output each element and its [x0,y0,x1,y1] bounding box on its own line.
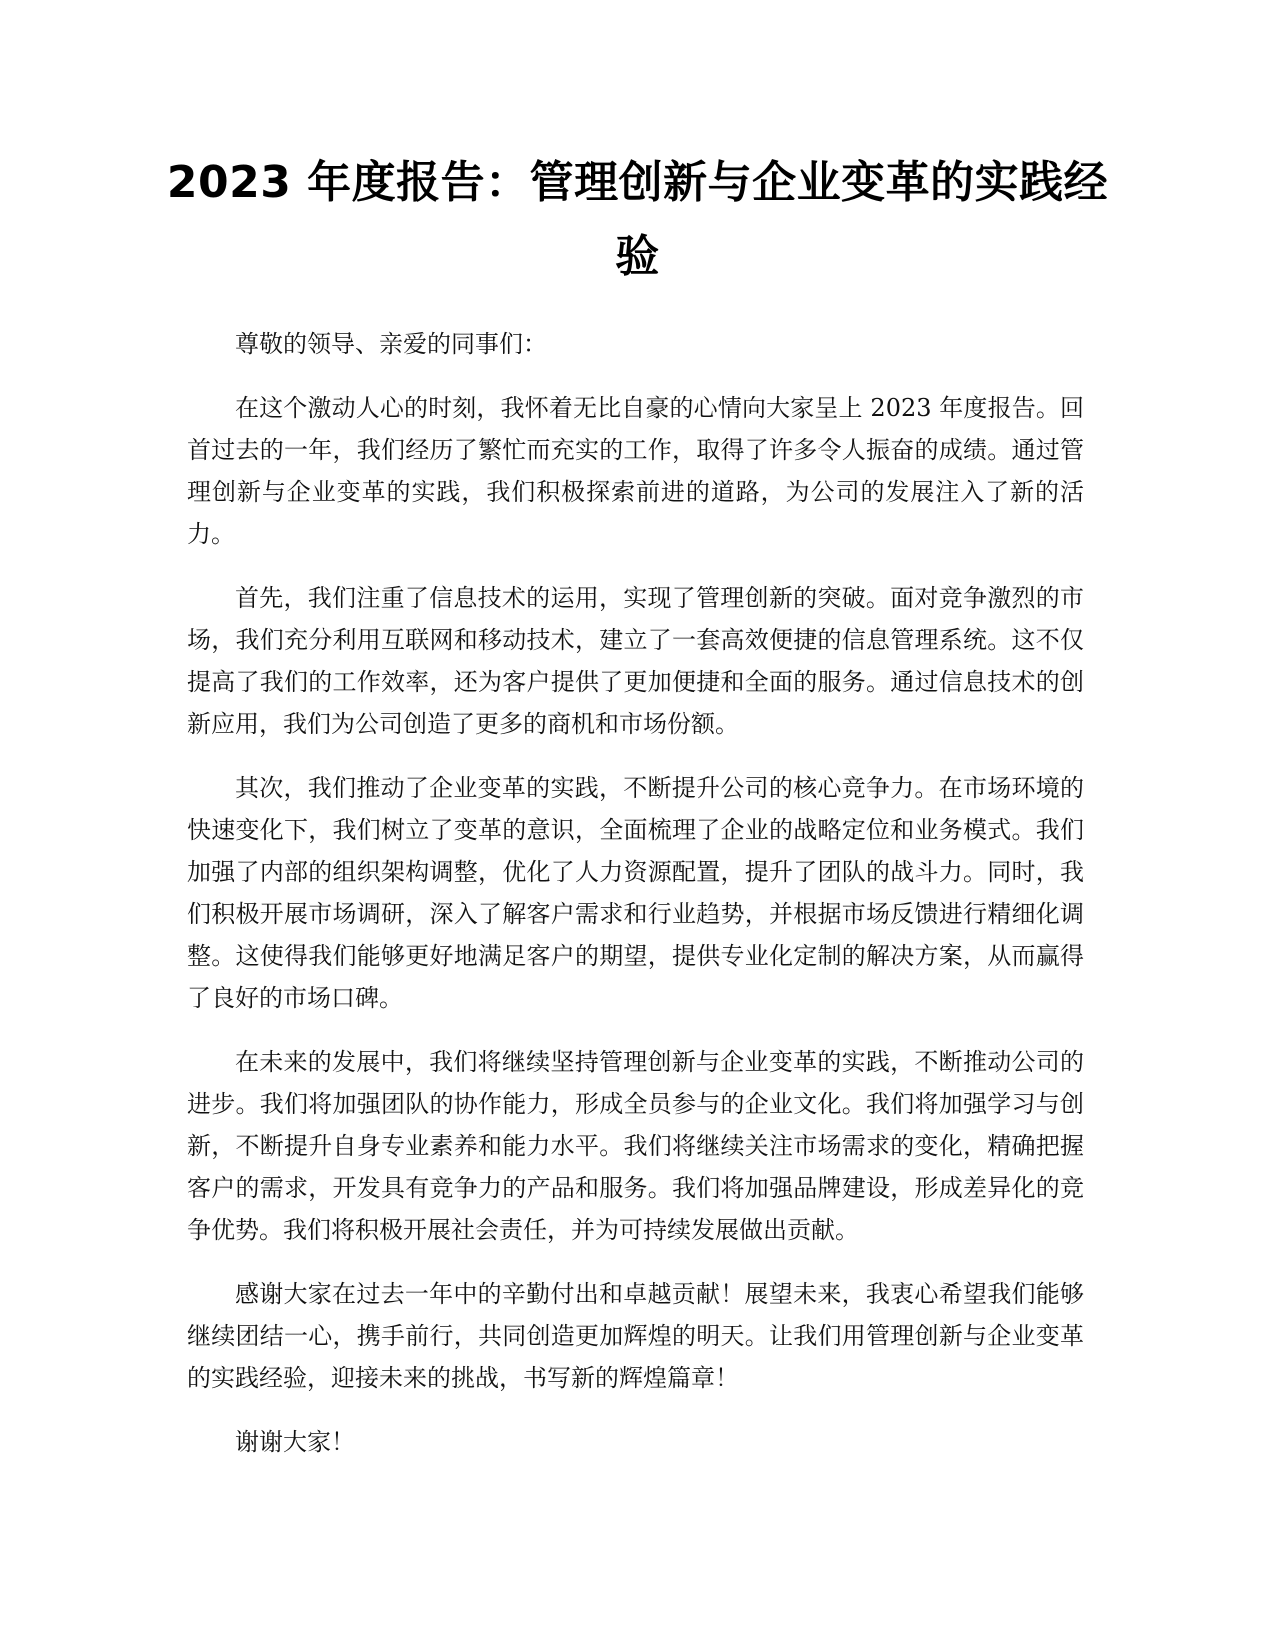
document-title: 2023 年度报告：管理创新与企业变革的实践经验 [166,157,1109,282]
closing: 谢谢大家！ [235,1428,355,1456]
paragraph-enterprise-reform: 其次，我们推动了企业变革的实践，不断提升公司的核心竞争力。在市场环境的快速变化下，我们树立了变革的意识，全面梳理了企业的战略定位和业务模式。我们加强了内部的组织架构调整，优化了人力资源配置，提升了团队的战斗力。同时，我们积极开展市场调研，深入了解客户需求和行业趋势，并根据市场反馈进行精细化调整。这使得我们能够更好地满足客户的期望，提供专业化定制的解决方案，从而赢得了良好的市场口碑。 [187,774,1084,1012]
paragraph-future-plan: 在未来的发展中，我们将继续坚持管理创新与企业变革的实践，不断推动公司的进步。我们将加强团队的协作能力，形成全员参与的企业文化。我们将加强学习与创新，不断提升自身专业素养和能力水平。我们将继续关注市场需求的变化，精确把握客户的需求，开发具有竞争力的产品和服务。我们将加强品牌建设，形成差异化的竞争优势。我们将积极开展社会责任，并为可持续发展做出贡献。 [187,1048,1084,1244]
paragraph-thanks: 感谢大家在过去一年中的辛勤付出和卓越贡献！展望未来，我衷心希望我们能够继续团结一心，携手前行，共同创造更加辉煌的明天。让我们用管理创新与企业变革的实践经验，迎接未来的挑战，书写新的辉煌篇章！ [187,1280,1084,1392]
paragraph-intro: 在这个激动人心的时刻，我怀着无比自豪的心情向大家呈上 2023 年度报告。回首过去的一年，我们经历了繁忙而充实的工作，取得了许多令人振奋的成绩。通过管理创新与企业变革的实践，我们积极探索前进的道路，为公司的发展注入了新的活力。 [187,394,1084,548]
salutation: 尊敬的领导、亲爱的同事们： [235,330,547,358]
document-body [187,323,1084,1485]
paragraph-it-innovation: 首先，我们注重了信息技术的运用，实现了管理创新的突破。面对竞争激烈的市场，我们充分利用互联网和移动技术，建立了一套高效便捷的信息管理系统。这不仅提高了我们的工作效率，还为客户提供了更加便捷和全面的服务。通过信息技术的创新应用，我们为公司创造了更多的商机和市场份额。 [187,584,1084,738]
